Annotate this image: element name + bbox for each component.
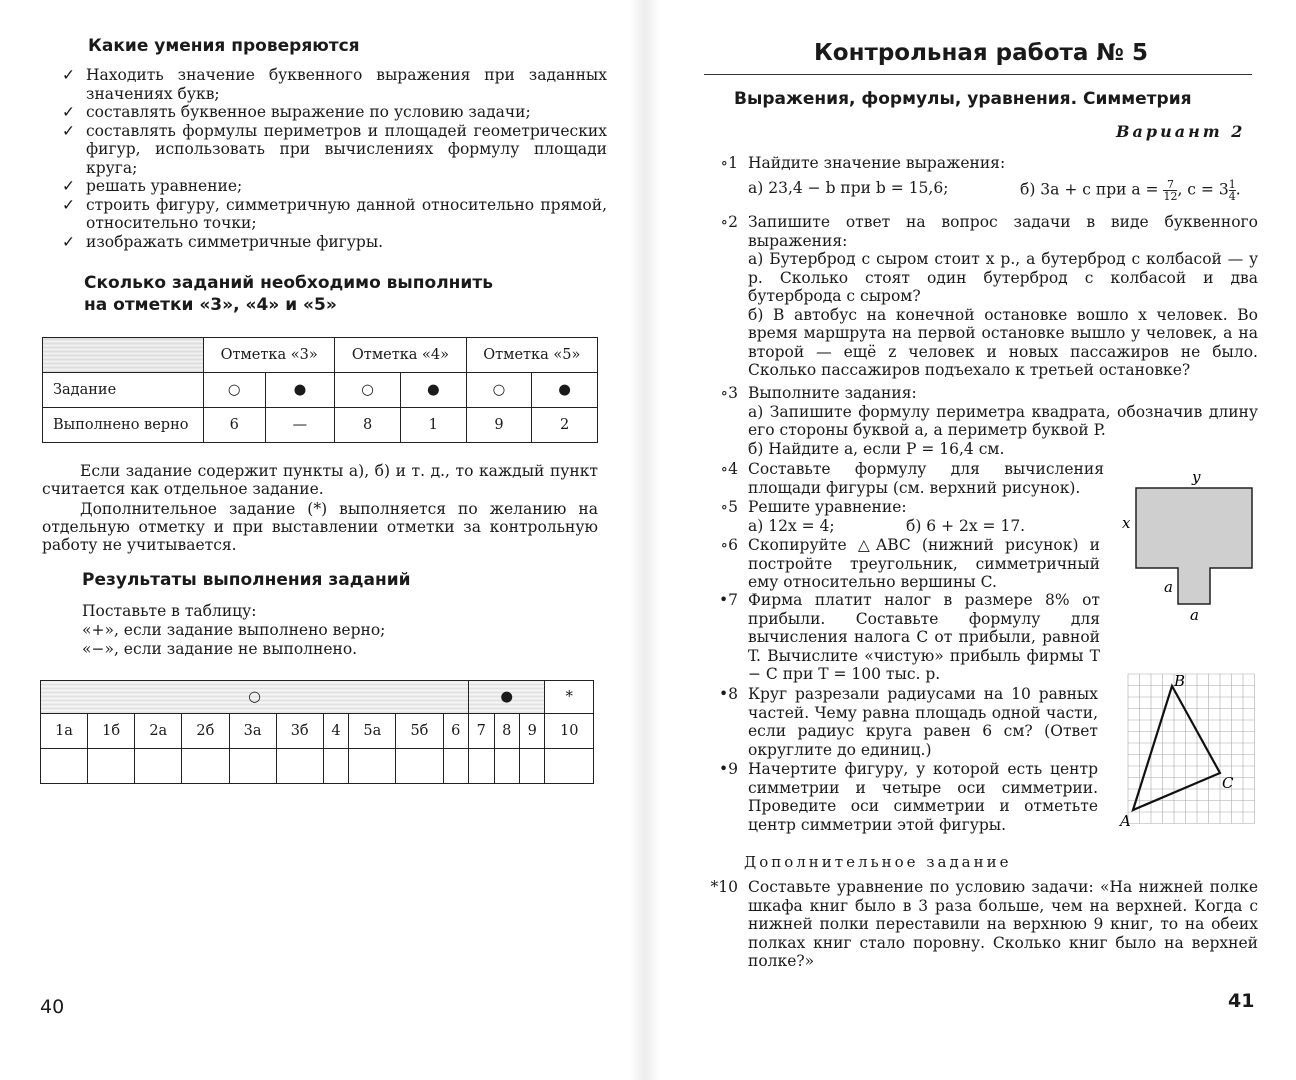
result-answer-cell (520, 749, 545, 784)
header-mark-4: Отметка «4» (335, 338, 466, 373)
result-item-label: 10 (545, 714, 594, 749)
results-instructions: Поставьте в таблицу: «+», если задание выполнено верно; «−», если задание не выполнено. (82, 602, 386, 658)
results-table (40, 680, 594, 784)
check-icon: ✓ (62, 103, 75, 121)
table-cell: 2 (532, 408, 598, 443)
result-answer-cell (182, 749, 229, 784)
result-answer-cell (276, 749, 323, 784)
left-page (0, 0, 640, 1080)
fraction: $\frac{7}{12}$ (1163, 177, 1178, 203)
extra-task-title: Дополнительное задание (744, 853, 1012, 871)
check-icon: ✓ (62, 232, 75, 251)
result-answer-cell (323, 749, 348, 784)
result-item-label: 2а (135, 714, 182, 749)
note-subtasks: Если задание содержит пункты а), б) и т. д., то каждый пункт считается как отдельное задание. (42, 462, 598, 498)
table-cell: — (265, 408, 335, 443)
marks-table (42, 337, 598, 443)
result-item-label: 6 (443, 714, 468, 749)
results-items-row (41, 714, 594, 749)
label-x: x (1122, 514, 1131, 532)
skills-title: Какие умения проверяются (88, 36, 360, 56)
result-answer-cell (41, 749, 88, 784)
result-item-label: 5б (396, 714, 443, 749)
result-answer-cell (545, 749, 594, 784)
result-item-label: 3б (276, 714, 323, 749)
results-answer-row (41, 749, 594, 784)
table-cell: ● (265, 373, 335, 408)
group-advanced: ● (469, 681, 545, 714)
row-label-done: Выполнено верно (43, 408, 204, 443)
right-page: Контрольная работа № 5 Выражения, формулы, уравнения. Симметрия Вариант 2 ∘1 Найдите значение выражения: а) 23,4 − b при b = 15,6; б) 3a + c при a = $\frac{7}{12}$ , c = 3 $\frac{1}{4}$ . ∘2 Запишите ответ на вопрос задачи в виде буквенного выражения: а) Бутерброд с сыром стоит x р., а бутерброд с колбасой — y р. Сколько стоят один бутерброд с колбасой и два бутерброда с сыром? б) В автобус на конечной остановке вошло x человек. Во время маршрута на первой остановке вышло y человек, а на второй — ещё z человек и новых пассажиров не было. Сколько пассажиров подъехало к третьей остановке? ∘3 Выполните задания: а) Запишите формулу периметра квадрата, обозначив длину его стороны буквой a, а периметр буквой P. б) Найдите a, если P = 16,4 см. ∘4 Составьте формулу для вычисления площади фигуры (см. верхний рисунок). ∘5 Решите уравнение: а) 12x = 4; б) 6 + 2x = 17. ∘6 Скопируйте △ABC (нижний рисунок) и постройте треугольник, симметричный ему относительно вершины C. •7 Фирма платит налог в размере 8% от прибыли. Составьте формулу для вычисления налога C от прибыли, равной T. Вычислите «чистую» прибыль фирмы T − C при T = 100 тыс. р. •8 Круг разрезали радиусами на 10 равных частей. Чему равна площадь одной части, если радиус круга равен 6 см? (Ответ округлите до единиц.) •9 Начертите фигуру, у которой есть центр симметрии и четыре оси симметрии. Проведите оси симметрии и отметьте центр симметрии этой фигуры. Дополнительное задание *10 Составьте уравнение по условию задачи: «На нижней полке шкафа книг было в 3 раза больше, чем на верхней. Когда с нижней полки переставили на верхнюю 9 книг, то на обеих полках книг стало поровну. Сколько книг было на верхней полке?» y x a a A B C 41 (648, 0, 1296, 1080)
check-icon: ✓ (62, 121, 75, 140)
result-item-label: 4 (323, 714, 348, 749)
result-item-label: 1б (88, 714, 135, 749)
table-cell: 8 (335, 408, 401, 443)
result-item-label: 1а (41, 714, 88, 749)
result-item-label: 7 (469, 714, 494, 749)
page-subtitle: Выражения, формулы, уравнения. Симметрия (734, 89, 1192, 109)
result-item-label: 9 (520, 714, 545, 749)
variant-label: Вариант 2 (1116, 122, 1246, 141)
vertex-label-a: A (1120, 812, 1131, 830)
page-number: 40 (40, 996, 65, 1018)
result-answer-cell (135, 749, 182, 784)
table-cell: 1 (400, 408, 466, 443)
result-answer-cell (396, 749, 443, 784)
table-cell: ● (400, 373, 466, 408)
group-extra: * (545, 681, 594, 714)
results-title: Результаты выполнения заданий (82, 570, 411, 590)
vertex-label-b: B (1174, 672, 1186, 690)
header-mark-3: Отметка «3» (204, 338, 335, 373)
result-item-label: 2б (182, 714, 229, 749)
page-number: 41 (1228, 990, 1255, 1012)
result-item-label: 3а (229, 714, 276, 749)
table-cell: ○ (335, 373, 401, 408)
result-answer-cell (349, 749, 396, 784)
table-cell: 6 (204, 408, 266, 443)
page-title: Контрольная работа № 5 (814, 40, 1149, 66)
triangle-abc (1133, 686, 1220, 810)
label-a-bottom: a (1190, 606, 1199, 624)
table-cell: ○ (204, 373, 266, 408)
result-answer-cell (443, 749, 468, 784)
label-a-side: a (1164, 578, 1173, 596)
marks-requirement-title: Сколько заданий необходимо выполнить на отметки «3», «4» и «5» (84, 273, 493, 315)
group-basic: ○ (41, 681, 469, 714)
t-shape (1136, 488, 1252, 604)
header-mark-5: Отметка «5» (466, 338, 597, 373)
triangle-figure (1118, 670, 1258, 832)
result-answer-cell (229, 749, 276, 784)
title-divider (704, 74, 1252, 75)
area-figure (1110, 468, 1260, 624)
result-item-label: 5а (349, 714, 396, 749)
row-label-task: Задание (43, 373, 204, 408)
grid (1128, 674, 1255, 824)
skill-item: ✓ Находить значение буквенного выражения при заданных значениях букв; (62, 66, 607, 103)
skill-item: ✓ изображать симметричные фигуры. (62, 232, 384, 251)
skills-list (62, 66, 607, 251)
check-icon: ✓ (62, 195, 75, 214)
table-cell: 9 (466, 408, 532, 443)
skill-item: ✓ строить фигуру, симметричную данной относительно прямой, относительно точки; (62, 195, 607, 232)
skill-item: ✓ составлять формулы периметров и площадей геометрических фигур, использовать при вычислениях формулу площади круга; (62, 121, 607, 177)
check-icon: ✓ (62, 66, 75, 84)
table-cell: ○ (466, 373, 532, 408)
table-corner (43, 338, 204, 373)
result-answer-cell (494, 749, 519, 784)
label-y: y (1192, 468, 1201, 486)
note-extra-task: Дополнительное задание (*) выполняется по желанию на отдельную отметку и при выставлении отметки за контрольную работу не учитывается. (42, 500, 598, 554)
fraction: $\frac{1}{4}$ (1228, 177, 1236, 203)
result-answer-cell (469, 749, 494, 784)
result-item-label: 8 (494, 714, 519, 749)
skill-item: ✓ решать уравнение; (62, 177, 243, 195)
skill-item: ✓ составлять буквенное выражение по условию задачи; (62, 103, 531, 121)
vertex-label-c: C (1222, 774, 1234, 792)
table-cell: ● (532, 373, 598, 408)
check-icon: ✓ (62, 177, 75, 195)
result-answer-cell (88, 749, 135, 784)
